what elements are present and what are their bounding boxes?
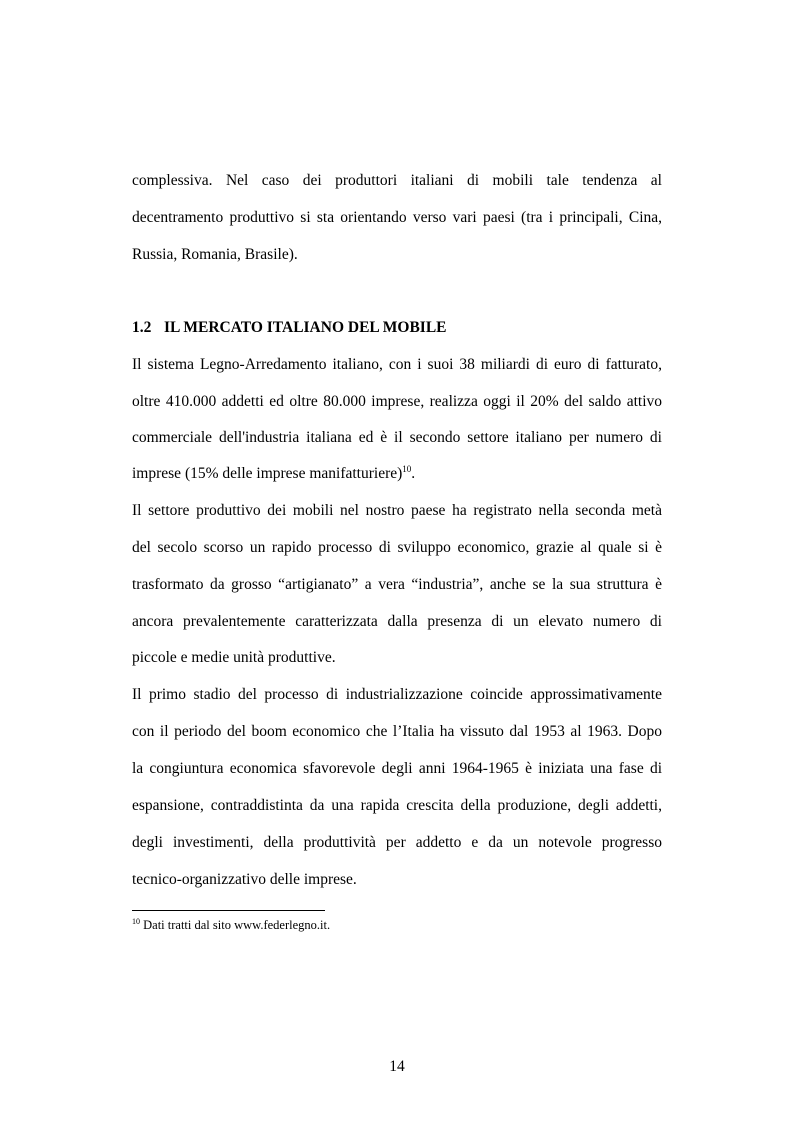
paragraph-line: ancora prevalentemente caratterizzata dalla presenza di un elevato numero di bbox=[132, 613, 662, 630]
paragraph-line: espansione, contraddistinta da una rapida crescita della produzione, degli addetti, bbox=[132, 797, 662, 814]
paragraph-line: Russia, Romania, Brasile). bbox=[132, 246, 298, 263]
paragraph-line: commerciale dell'industria italiana ed è il secondo settore italiano per numero di bbox=[132, 429, 662, 446]
section-title: IL MERCATO ITALIANO DEL MOBILE bbox=[164, 319, 447, 336]
paragraph-line: piccole e medie unità produttive. bbox=[132, 649, 336, 666]
sentence-end: . bbox=[411, 465, 416, 482]
paragraph-line: con il periodo del boom economico che l’Italia ha vissuto dal 1953 al 1963. Dopo bbox=[132, 723, 662, 740]
paragraph-line: complessiva. Nel caso dei produttori italiani di mobili tale tendenza al bbox=[132, 172, 662, 189]
paragraph-line: Il sistema Legno-Arredamento italiano, con i suoi 38 miliardi di euro di fatturato, bbox=[132, 356, 662, 373]
footnote-reference: 10 bbox=[402, 464, 412, 474]
footnote-number: 10 bbox=[132, 917, 140, 926]
section-number: 1.2 bbox=[132, 319, 152, 336]
paragraph-line: tecnico-organizzativo delle imprese. bbox=[132, 871, 357, 888]
paragraph-text: imprese (15% delle imprese manifatturiere) bbox=[132, 465, 403, 482]
paragraph-line: trasformato da grosso “artigianato” a vera “industria”, anche se la sua struttura è bbox=[132, 576, 662, 593]
footnote bbox=[132, 918, 330, 932]
footnote-separator bbox=[132, 910, 325, 911]
footnote-text: Dati tratti dal sito www.federlegno.it. bbox=[140, 918, 331, 932]
paragraph-line: Il primo stadio del processo di industrializzazione coincide approssimativamente bbox=[132, 686, 662, 703]
paragraph-line: Il settore produttivo dei mobili nel nostro paese ha registrato nella seconda metà bbox=[132, 502, 662, 519]
paragraph-line: decentramento produttivo si sta orientando verso vari paesi (tra i principali, Cina, bbox=[132, 209, 662, 226]
page-number: 14 bbox=[389, 1058, 405, 1075]
paragraph-line: oltre 410.000 addetti ed oltre 80.000 imprese, realizza oggi il 20% del saldo attivo bbox=[132, 393, 662, 410]
paragraph-line: la congiuntura economica sfavorevole degli anni 1964-1965 è iniziata una fase di bbox=[132, 760, 662, 777]
paragraph-line: del secolo scorso un rapido processo di sviluppo economico, grazie al quale si è bbox=[132, 539, 662, 556]
section-heading bbox=[132, 319, 447, 337]
paragraph-line: degli investimenti, della produttività per addetto e da un notevole progresso bbox=[132, 834, 662, 851]
paragraph-line-with-footnote bbox=[132, 465, 662, 483]
